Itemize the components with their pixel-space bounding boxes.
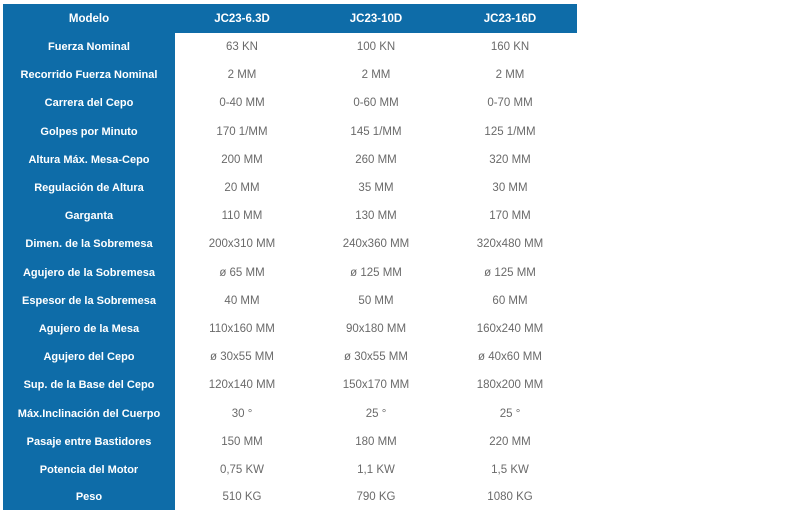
row-label-cell: Agujero de la Sobremesa: [3, 259, 175, 287]
value-cell: ø 125 MM: [309, 259, 443, 287]
value-cell: 63 KN: [175, 33, 309, 61]
row-label-cell: Dimen. de la Sobremesa: [3, 230, 175, 258]
value-cell: 1,1 KW: [309, 456, 443, 484]
value-cell: 0-70 MM: [443, 89, 577, 117]
table-row: [3, 343, 577, 371]
value-cell: 2 MM: [443, 61, 577, 89]
value-cell: 130 MM: [309, 202, 443, 230]
value-cell: 35 MM: [309, 174, 443, 202]
row-label-cell: Golpes por Minuto: [3, 118, 175, 146]
value-cell: 320x480 MM: [443, 230, 577, 258]
header-model-cell: JC23-16D: [443, 4, 577, 33]
table-row: [3, 202, 577, 230]
value-cell: 320 MM: [443, 146, 577, 174]
value-cell: 0-60 MM: [309, 89, 443, 117]
value-cell: 1080 KG: [443, 484, 577, 510]
table-row: [3, 456, 577, 484]
value-cell: 40 MM: [175, 287, 309, 315]
value-cell: 50 MM: [309, 287, 443, 315]
header-label-cell: Modelo: [3, 4, 175, 33]
value-cell: 240x360 MM: [309, 230, 443, 258]
value-cell: 0,75 KW: [175, 456, 309, 484]
value-cell: 145 1/MM: [309, 118, 443, 146]
row-label-cell: Pasaje entre Bastidores: [3, 428, 175, 456]
spec-table-body: [3, 33, 577, 510]
value-cell: 220 MM: [443, 428, 577, 456]
row-label-cell: Recorrido Fuerza Nominal: [3, 61, 175, 89]
row-label-cell: Sup. de la Base del Cepo: [3, 371, 175, 399]
row-label-cell: Máx.Inclinación del Cuerpo: [3, 399, 175, 427]
row-label-cell: Carrera del Cepo: [3, 89, 175, 117]
value-cell: 150 MM: [175, 428, 309, 456]
value-cell: ø 65 MM: [175, 259, 309, 287]
value-cell: 25 °: [309, 399, 443, 427]
value-cell: 2 MM: [175, 61, 309, 89]
spec-table: [3, 4, 577, 510]
table-row: [3, 287, 577, 315]
row-label-cell: Altura Máx. Mesa-Cepo: [3, 146, 175, 174]
table-row: [3, 428, 577, 456]
row-label-cell: Fuerza Nominal: [3, 33, 175, 61]
value-cell: 20 MM: [175, 174, 309, 202]
table-row: [3, 33, 577, 61]
row-label-cell: Regulación de Altura: [3, 174, 175, 202]
value-cell: 200 MM: [175, 146, 309, 174]
header-model-cell: JC23-10D: [309, 4, 443, 33]
value-cell: 0-40 MM: [175, 89, 309, 117]
value-cell: ø 30x55 MM: [175, 343, 309, 371]
value-cell: 170 1/MM: [175, 118, 309, 146]
value-cell: 510 KG: [175, 484, 309, 510]
value-cell: 60 MM: [443, 287, 577, 315]
value-cell: ø 40x60 MM: [443, 343, 577, 371]
value-cell: 110x160 MM: [175, 315, 309, 343]
value-cell: 100 KN: [309, 33, 443, 61]
table-row: [3, 315, 577, 343]
header-row: [3, 4, 577, 33]
table-row: [3, 89, 577, 117]
row-label-cell: Agujero del Cepo: [3, 343, 175, 371]
value-cell: 110 MM: [175, 202, 309, 230]
table-row: [3, 230, 577, 258]
header-model-cell: JC23-6.3D: [175, 4, 309, 33]
value-cell: ø 125 MM: [443, 259, 577, 287]
table-row: [3, 118, 577, 146]
value-cell: 160 KN: [443, 33, 577, 61]
row-label-cell: Espesor de la Sobremesa: [3, 287, 175, 315]
row-label-cell: Agujero de la Mesa: [3, 315, 175, 343]
table-row: [3, 146, 577, 174]
value-cell: 180 MM: [309, 428, 443, 456]
value-cell: 260 MM: [309, 146, 443, 174]
value-cell: 120x140 MM: [175, 371, 309, 399]
spec-table-header: [3, 4, 577, 33]
value-cell: 790 KG: [309, 484, 443, 510]
table-row: [3, 399, 577, 427]
table-row: [3, 371, 577, 399]
value-cell: 150x170 MM: [309, 371, 443, 399]
row-label-cell: Garganta: [3, 202, 175, 230]
value-cell: 2 MM: [309, 61, 443, 89]
value-cell: ø 30x55 MM: [309, 343, 443, 371]
value-cell: 160x240 MM: [443, 315, 577, 343]
row-label-cell: Peso: [3, 484, 175, 510]
value-cell: 90x180 MM: [309, 315, 443, 343]
value-cell: 30 MM: [443, 174, 577, 202]
value-cell: 180x200 MM: [443, 371, 577, 399]
table-row: [3, 259, 577, 287]
table-row: [3, 174, 577, 202]
value-cell: 1,5 KW: [443, 456, 577, 484]
value-cell: 125 1/MM: [443, 118, 577, 146]
table-row: [3, 61, 577, 89]
value-cell: 170 MM: [443, 202, 577, 230]
value-cell: 25 °: [443, 399, 577, 427]
table-row: [3, 484, 577, 510]
value-cell: 30 °: [175, 399, 309, 427]
row-label-cell: Potencia del Motor: [3, 456, 175, 484]
value-cell: 200x310 MM: [175, 230, 309, 258]
